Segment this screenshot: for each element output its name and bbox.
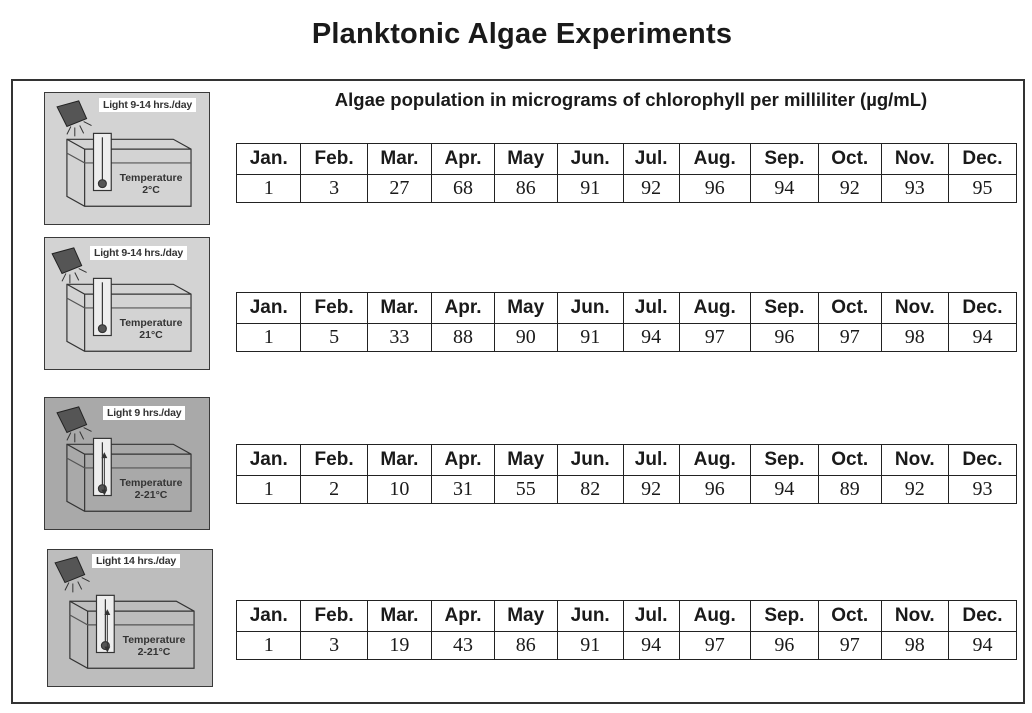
- month-header: Aug.: [679, 293, 750, 324]
- chlorophyll-value: 92: [881, 476, 948, 504]
- chlorophyll-value: 92: [623, 175, 679, 203]
- temperature-label: [111, 317, 191, 341]
- month-header: Feb.: [301, 601, 367, 632]
- chlorophyll-value: 96: [679, 476, 750, 504]
- light-hours-label: Light 14 hrs./day: [92, 554, 180, 568]
- temperature-value: 2-21°C: [137, 646, 171, 658]
- data-table-3: [236, 444, 1017, 504]
- chlorophyll-value: 5: [301, 324, 367, 352]
- month-header: Nov.: [881, 445, 948, 476]
- page-title: Planktonic Algae Experiments: [311, 18, 733, 50]
- chlorophyll-value: 1: [237, 324, 301, 352]
- chlorophyll-value: 92: [818, 175, 881, 203]
- chlorophyll-value: 1: [237, 175, 301, 203]
- month-header: Feb.: [301, 293, 367, 324]
- month-header: Jul.: [623, 293, 679, 324]
- month-header-row: [237, 445, 1017, 476]
- month-header: Dec.: [948, 445, 1016, 476]
- month-header: Nov.: [881, 293, 948, 324]
- chlorophyll-value: 86: [494, 632, 557, 660]
- month-header: Jun.: [557, 144, 623, 175]
- month-header: Jul.: [623, 144, 679, 175]
- data-table-2: [236, 292, 1017, 352]
- chlorophyll-value: 91: [557, 175, 623, 203]
- temperature-title: Temperature: [119, 317, 183, 329]
- experiment-illustration-2: [44, 237, 210, 370]
- month-header: Dec.: [948, 144, 1016, 175]
- month-header: Dec.: [948, 293, 1016, 324]
- chlorophyll-value: 55: [494, 476, 557, 504]
- month-header: Jun.: [557, 293, 623, 324]
- month-header: Jan.: [237, 293, 301, 324]
- table-row: [237, 324, 1017, 352]
- chlorophyll-value: 3: [301, 632, 367, 660]
- month-header: Jan.: [237, 144, 301, 175]
- month-header: Jul.: [623, 445, 679, 476]
- chlorophyll-value: 88: [432, 324, 495, 352]
- month-header: Apr.: [432, 445, 495, 476]
- lamp-icon: [55, 557, 89, 592]
- experiment-illustration-3: [44, 397, 210, 530]
- light-hours-label: Light 9-14 hrs./day: [90, 246, 187, 260]
- month-header-row: [237, 144, 1017, 175]
- chlorophyll-value: 94: [750, 175, 818, 203]
- experiment-illustration-1: [44, 92, 210, 225]
- chlorophyll-value: 95: [948, 175, 1016, 203]
- table-subtitle: Algae population in micrograms of chlorophyll per milliliter (µg/mL): [334, 89, 928, 110]
- month-header: Jan.: [237, 445, 301, 476]
- month-header: Oct.: [818, 445, 881, 476]
- month-header: Nov.: [881, 144, 948, 175]
- tank-drawing: [45, 93, 209, 224]
- light-hours-label: Light 9-14 hrs./day: [99, 98, 196, 112]
- chlorophyll-value: 97: [679, 324, 750, 352]
- chlorophyll-value: 91: [557, 324, 623, 352]
- month-header: Sep.: [750, 293, 818, 324]
- lamp-icon: [57, 101, 91, 136]
- chlorophyll-value: 1: [237, 632, 301, 660]
- thermometer-icon: [94, 278, 112, 335]
- chlorophyll-value: 33: [367, 324, 431, 352]
- month-header: Mar.: [367, 293, 431, 324]
- month-header: Aug.: [679, 144, 750, 175]
- chlorophyll-value: 27: [367, 175, 431, 203]
- chlorophyll-value: 94: [623, 324, 679, 352]
- light-hours-label: Light 9 hrs./day: [103, 406, 185, 420]
- table-row: [237, 632, 1017, 660]
- temperature-title: Temperature: [122, 634, 186, 646]
- chlorophyll-value: 94: [623, 632, 679, 660]
- month-header: Feb.: [301, 144, 367, 175]
- chlorophyll-value: 94: [948, 324, 1016, 352]
- month-header: Sep.: [750, 144, 818, 175]
- chlorophyll-value: 98: [881, 324, 948, 352]
- month-header-row: [237, 293, 1017, 324]
- month-header: Mar.: [367, 144, 431, 175]
- lamp-icon: [57, 407, 91, 442]
- chlorophyll-value: 92: [623, 476, 679, 504]
- chlorophyll-value: 94: [948, 632, 1016, 660]
- thermometer-icon: [94, 438, 112, 495]
- temperature-label: [111, 172, 191, 196]
- month-header: May: [494, 144, 557, 175]
- month-header: Apr.: [432, 293, 495, 324]
- chlorophyll-value: 1: [237, 476, 301, 504]
- month-header: Jul.: [623, 601, 679, 632]
- chlorophyll-value: 90: [494, 324, 557, 352]
- chlorophyll-value: 91: [557, 632, 623, 660]
- temperature-label: [114, 634, 194, 658]
- chlorophyll-value: 10: [367, 476, 431, 504]
- month-header: Oct.: [818, 293, 881, 324]
- chlorophyll-value: 82: [557, 476, 623, 504]
- lamp-icon: [52, 248, 86, 283]
- month-header: Sep.: [750, 601, 818, 632]
- chlorophyll-value: 19: [367, 632, 431, 660]
- table-row: [237, 175, 1017, 203]
- chlorophyll-value: 93: [881, 175, 948, 203]
- month-header: Jun.: [557, 445, 623, 476]
- chlorophyll-value: 97: [679, 632, 750, 660]
- month-header: Apr.: [432, 601, 495, 632]
- month-header-row: [237, 601, 1017, 632]
- month-header: May: [494, 293, 557, 324]
- table-row: [237, 476, 1017, 504]
- temperature-title: Temperature: [119, 477, 183, 489]
- month-header: Feb.: [301, 445, 367, 476]
- month-header: May: [494, 445, 557, 476]
- temperature-title: Temperature: [119, 172, 183, 184]
- month-header: Nov.: [881, 601, 948, 632]
- month-header: Sep.: [750, 445, 818, 476]
- chlorophyll-value: 86: [494, 175, 557, 203]
- month-header: Jun.: [557, 601, 623, 632]
- month-header: Jan.: [237, 601, 301, 632]
- chlorophyll-value: 98: [881, 632, 948, 660]
- data-table-4: [236, 600, 1017, 660]
- month-header: Aug.: [679, 601, 750, 632]
- month-header: Apr.: [432, 144, 495, 175]
- chlorophyll-value: 93: [948, 476, 1016, 504]
- chlorophyll-value: 3: [301, 175, 367, 203]
- temperature-value: 2-21°C: [134, 489, 168, 501]
- temperature-label: [111, 477, 191, 501]
- month-header: May: [494, 601, 557, 632]
- chlorophyll-value: 97: [818, 324, 881, 352]
- chlorophyll-value: 2: [301, 476, 367, 504]
- temperature-value: 21°C: [139, 329, 163, 341]
- chlorophyll-value: 43: [432, 632, 495, 660]
- thermometer-icon: [96, 595, 114, 652]
- month-header: Oct.: [818, 144, 881, 175]
- chlorophyll-value: 94: [750, 476, 818, 504]
- chlorophyll-value: 96: [750, 324, 818, 352]
- chlorophyll-value: 68: [432, 175, 495, 203]
- experiment-illustration-4: [47, 549, 213, 687]
- month-header: Aug.: [679, 445, 750, 476]
- chlorophyll-value: 89: [818, 476, 881, 504]
- chlorophyll-value: 96: [750, 632, 818, 660]
- tank-drawing: [48, 550, 212, 686]
- month-header: Mar.: [367, 601, 431, 632]
- chlorophyll-value: 96: [679, 175, 750, 203]
- thermometer-icon: [94, 133, 112, 190]
- temperature-value: 2°C: [142, 184, 160, 196]
- data-table-1: [236, 143, 1017, 203]
- month-header: Oct.: [818, 601, 881, 632]
- chlorophyll-value: 97: [818, 632, 881, 660]
- chlorophyll-value: 31: [432, 476, 495, 504]
- month-header: Mar.: [367, 445, 431, 476]
- month-header: Dec.: [948, 601, 1016, 632]
